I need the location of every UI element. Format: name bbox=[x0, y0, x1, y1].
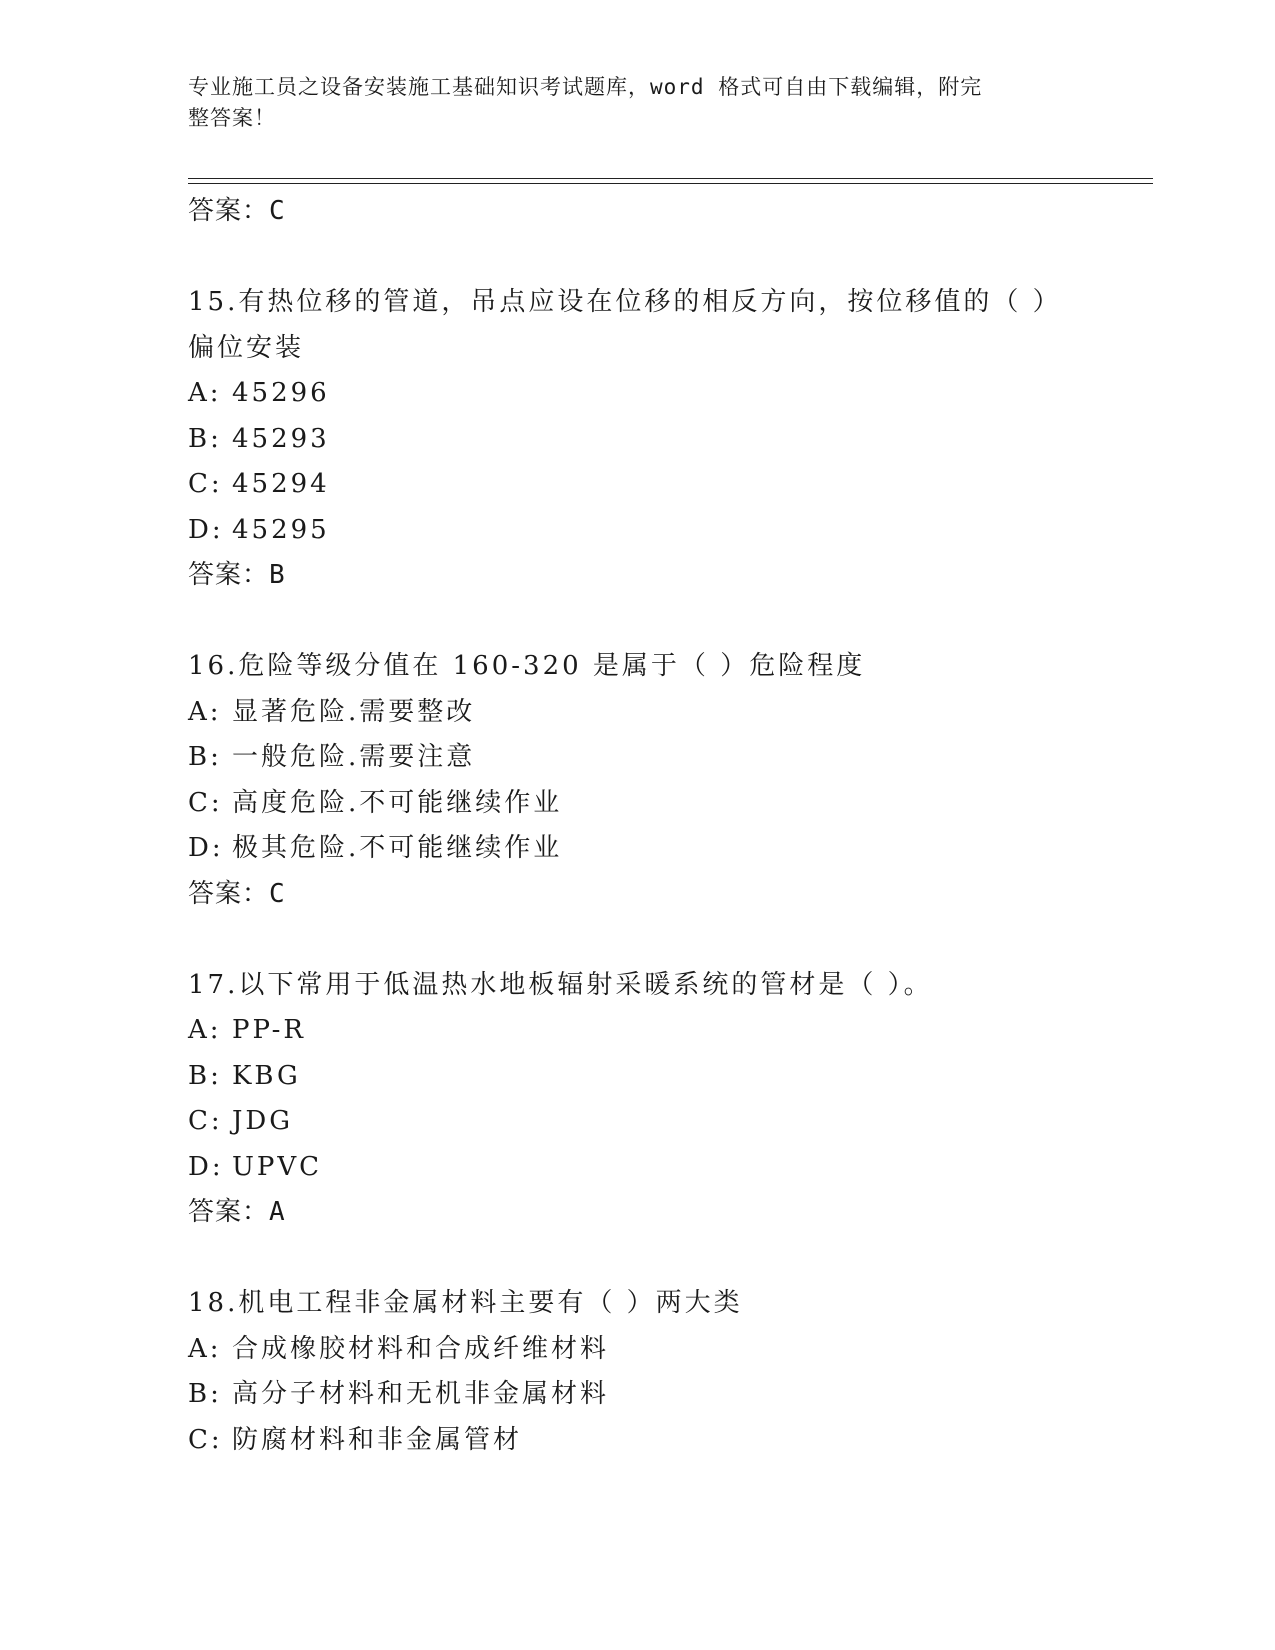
option-a: A: PP-R bbox=[188, 1015, 306, 1045]
header-rule-bottom bbox=[188, 183, 1153, 184]
question-stem: 17.以下常用于低温热水地板辐射采暖系统的管材是（ ）。 bbox=[188, 969, 933, 1000]
header-line-1: 专业施工员之设备安装施工基础知识考试题库，word 格式可自由下载编辑，附完 bbox=[188, 75, 983, 99]
question-stem: 16.危险等级分值在 160-320 是属于（ ）危险程度 bbox=[188, 651, 866, 681]
answer: 答案：A bbox=[188, 1197, 286, 1227]
header-line-2: 整答案！ bbox=[188, 106, 276, 130]
option-b: B: 高分子材料和无机非金属材料 bbox=[188, 1379, 610, 1409]
option-b: B: 45293 bbox=[188, 423, 330, 454]
answer: 答案：C bbox=[188, 878, 286, 909]
question-15 bbox=[188, 280, 1153, 599]
option-a: A: 45296 bbox=[188, 378, 330, 408]
option-c: C: 防腐材料和非金属管材 bbox=[188, 1424, 523, 1455]
question-list bbox=[188, 189, 1153, 1463]
option-c: C: 45294 bbox=[188, 469, 330, 499]
option-c: C: 高度危险.不可能继续作业 bbox=[188, 787, 563, 818]
question-stem-cont: 偏位安装 bbox=[188, 332, 305, 363]
option-b: B: KBG bbox=[188, 1060, 301, 1091]
question-stem: 18.机电工程非金属材料主要有（ ）两大类 bbox=[188, 1288, 743, 1318]
question-17 bbox=[188, 963, 1153, 1236]
option-c: C: JDG bbox=[188, 1106, 294, 1136]
question-18 bbox=[188, 1281, 1153, 1463]
document-header bbox=[188, 72, 1088, 134]
option-d: D: UPVC bbox=[188, 1151, 323, 1182]
header-rule-top bbox=[188, 178, 1153, 179]
answer: 答案：B bbox=[188, 560, 286, 590]
option-d: D: 45295 bbox=[188, 514, 330, 545]
option-a: A: 合成橡胶材料和合成纤维材料 bbox=[188, 1333, 610, 1364]
question-16 bbox=[188, 644, 1153, 917]
option-a: A: 显著危险.需要整改 bbox=[188, 696, 476, 727]
question-stem: 15.有热位移的管道，吊点应设在位移的相反方向，按位移值的（ ） bbox=[188, 287, 1062, 317]
prev-answer: 答案：C bbox=[188, 196, 286, 226]
option-b: B: 一般危险.需要注意 bbox=[188, 742, 476, 772]
option-d: D: 极其危险.不可能继续作业 bbox=[188, 833, 563, 863]
